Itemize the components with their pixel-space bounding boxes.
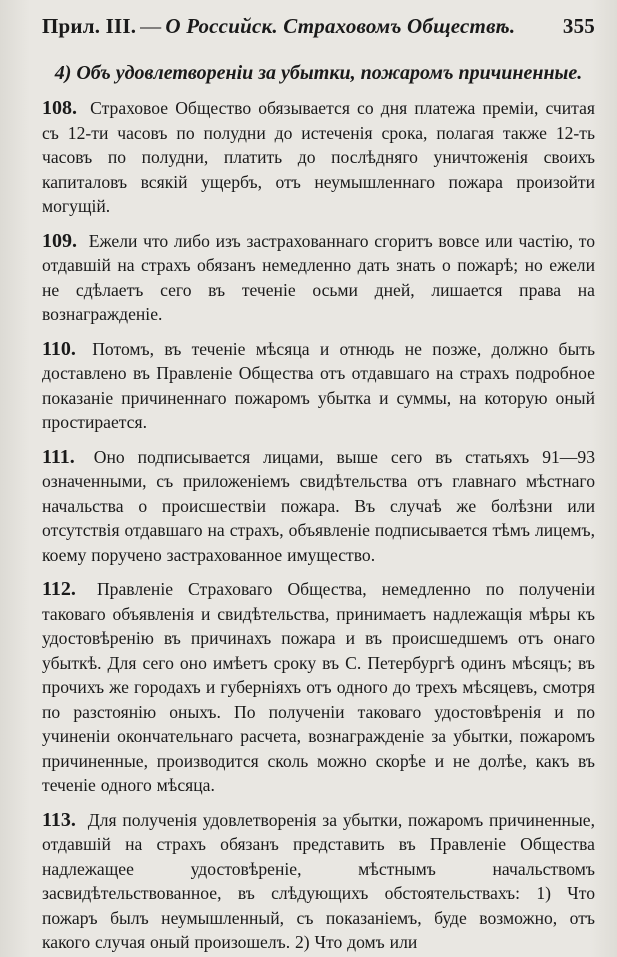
article-109 [42,229,595,327]
article-number: 113. [42,808,76,831]
running-title: О Российск. Страховомъ Обществѣ. [165,14,516,38]
article-number: 109. [42,229,77,252]
article-number: 108. [42,97,77,119]
article-108 [42,96,595,219]
section-heading: 4) Объ удовлетворенiи за убытки, пожаромъ причиненные. [54,62,583,84]
running-header [42,14,595,48]
article-text: Ежели что либо изъ застрахованнаго сгоритъ вовсе или частiю, то отдавшiй на страхъ обязанъ немедленно дать знать о пожарѣ; но ежели не сдѣлаетъ сего въ теченiе осьми дней, лишается права на вознагражденiе. [42,230,595,324]
article-text: Для полученiя удовлетворенiя за убытки, пожаромъ причиненные, отдавшiй на страхъ обязанъ представить въ Правленiе Общества надлежащее удостовѣренiе, мѣстнымъ начальствомъ засвидѣтельствованное, въ слѣдующихъ обстоятельствахъ: 1) Что пожаръ былъ неумышленный, съ показанiемъ, буде возможно, отъ какого случая оный произошелъ. 2) Что домъ или [42,809,596,952]
article-110 [42,337,595,435]
article-number: 112. [42,578,76,600]
article-text: Потомъ, въ теченiе мѣсяца и отнюдь не позже, должно быть доставлено въ Правленiе Общества отъ отдавшаго на страхъ подробное показанiе причиненнаго пожаромъ убытка и суммы, на которую оный простирается. [42,338,596,432]
header-separator: — [140,14,162,38]
article-112 [42,577,595,798]
page-number: 355 [562,14,595,38]
article-text: Правленiе Страховаго Общества, немедленно по полученiи таковаго объявленiя и свидѣтельства, принимаетъ надлежащiя мѣры къ удостовѣренiю въ причинахъ пожара и въ происшедшемъ отъ онаго убыткѣ. Для сего оно имѣетъ сроку въ С. Петербургѣ одинъ мѣсяцъ; въ прочихъ же городахъ и губернiяхъ отъ одного до трехъ мѣсяцевъ, смотря по разстоянiю оныхъ. По полученiи таковаго удостовѣренiя и по учиненiи окончательнаго расчета, вознагражденiе за убытки, пожаромъ причиненные, производится сколь можно скорѣе и не долѣе, какъ въ теченiе одного мѣсяца. [42,579,595,795]
article-111 [42,445,595,568]
article-113 [42,808,595,955]
article-number: 111. [42,445,75,468]
article-number: 110. [42,337,76,360]
article-text: Оно подписывается лицами, выше сего въ статьяхъ 91—93 означенными, съ приложенiемъ свидѣтельства отъ главнаго мѣстнаго начальства о происшествiи пожара. Въ случаѣ же болѣзни или отсутствiя отдавшаго на страхъ, объявленiе подписывается тѣмъ лицемъ, коему поручено застрахованное имущество. [42,446,595,565]
appendix-label: Прил. III. [42,14,137,38]
article-text: Страховое Общество обязывается со дня платежа премiи, считая съ 12-ти часовъ по полудни до истеченiя срока, полагая также 12-ть часовъ по полудни, платить до послѣдняго уничтоженiя своихъ капиталовъ всякiй ущербъ, отъ неумышленнаго пожара произойти могущiй. [42,98,595,216]
